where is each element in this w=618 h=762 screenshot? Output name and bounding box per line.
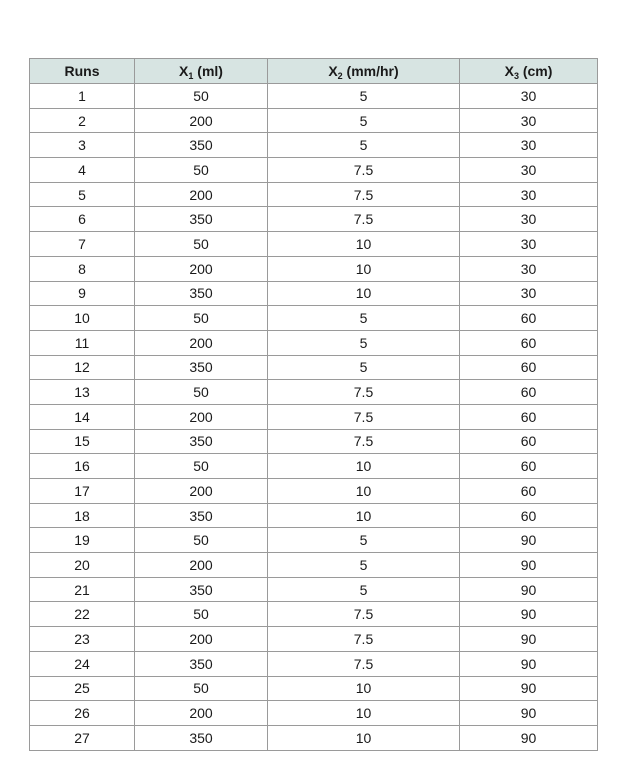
cell-x1: 350	[135, 429, 268, 454]
table-row	[30, 725, 598, 750]
cell-run: 14	[30, 404, 135, 429]
header-x1	[135, 59, 268, 84]
cell-x3: 30	[460, 133, 598, 158]
table-row	[30, 479, 598, 504]
cell-run: 1	[30, 84, 135, 109]
cell-x1: 200	[135, 479, 268, 504]
cell-x3: 60	[460, 355, 598, 380]
cell-x3: 90	[460, 553, 598, 578]
cell-run: 15	[30, 429, 135, 454]
header-x1-unit: (ml)	[193, 63, 223, 79]
header-row	[30, 59, 598, 84]
cell-x3: 90	[460, 627, 598, 652]
cell-x1: 350	[135, 725, 268, 750]
cell-x3: 60	[460, 454, 598, 479]
cell-run: 17	[30, 479, 135, 504]
cell-x1: 200	[135, 256, 268, 281]
cell-run: 3	[30, 133, 135, 158]
cell-x1: 350	[135, 503, 268, 528]
header-x1-base: X	[179, 63, 189, 79]
cell-run: 18	[30, 503, 135, 528]
cell-x3: 30	[460, 256, 598, 281]
table-row	[30, 306, 598, 331]
cell-x1: 50	[135, 380, 268, 405]
table-row	[30, 503, 598, 528]
cell-x1: 50	[135, 676, 268, 701]
cell-run: 19	[30, 528, 135, 553]
cell-run: 23	[30, 627, 135, 652]
header-x2-subscript: 2	[337, 71, 343, 81]
cell-x1: 200	[135, 108, 268, 133]
cell-x3: 90	[460, 651, 598, 676]
table-row	[30, 553, 598, 578]
cell-x1: 50	[135, 232, 268, 257]
table-row	[30, 330, 598, 355]
table-row	[30, 84, 598, 109]
cell-x1: 200	[135, 553, 268, 578]
table-row	[30, 380, 598, 405]
cell-x1: 200	[135, 182, 268, 207]
cell-x2: 7.5	[268, 158, 460, 183]
cell-x1: 350	[135, 355, 268, 380]
cell-run: 16	[30, 454, 135, 479]
cell-x2: 10	[268, 479, 460, 504]
table-row	[30, 676, 598, 701]
cell-x2: 10	[268, 281, 460, 306]
table-row	[30, 577, 598, 602]
cell-run: 12	[30, 355, 135, 380]
cell-run: 2	[30, 108, 135, 133]
cell-x1: 50	[135, 454, 268, 479]
table-row	[30, 182, 598, 207]
cell-run: 22	[30, 602, 135, 627]
cell-x1: 200	[135, 404, 268, 429]
cell-x2: 5	[268, 577, 460, 602]
runs-table	[29, 58, 598, 751]
cell-x3: 90	[460, 725, 598, 750]
cell-run: 21	[30, 577, 135, 602]
table-row	[30, 404, 598, 429]
cell-x3: 90	[460, 602, 598, 627]
table-row	[30, 651, 598, 676]
cell-x3: 30	[460, 232, 598, 257]
cell-x2: 7.5	[268, 627, 460, 652]
header-x3-unit: (cm)	[518, 63, 553, 79]
table-row	[30, 256, 598, 281]
table-row	[30, 281, 598, 306]
table-row	[30, 158, 598, 183]
cell-x3: 30	[460, 84, 598, 109]
cell-run: 26	[30, 701, 135, 726]
cell-x2: 5	[268, 553, 460, 578]
cell-x2: 10	[268, 701, 460, 726]
cell-x3: 30	[460, 108, 598, 133]
cell-x2: 10	[268, 454, 460, 479]
cell-x1: 50	[135, 602, 268, 627]
table-row	[30, 133, 598, 158]
cell-x2: 5	[268, 330, 460, 355]
cell-x2: 7.5	[268, 380, 460, 405]
table-row	[30, 454, 598, 479]
cell-x2: 5	[268, 133, 460, 158]
cell-x2: 5	[268, 306, 460, 331]
cell-run: 10	[30, 306, 135, 331]
cell-x3: 60	[460, 404, 598, 429]
cell-x1: 350	[135, 577, 268, 602]
table-row	[30, 207, 598, 232]
cell-x1: 350	[135, 207, 268, 232]
cell-x3: 30	[460, 281, 598, 306]
cell-x3: 60	[460, 380, 598, 405]
cell-x3: 60	[460, 306, 598, 331]
cell-x3: 90	[460, 701, 598, 726]
cell-x3: 90	[460, 577, 598, 602]
cell-run: 5	[30, 182, 135, 207]
header-x3-subscript: 3	[513, 71, 519, 81]
table-body	[30, 84, 598, 751]
cell-x1: 200	[135, 330, 268, 355]
cell-run: 24	[30, 651, 135, 676]
cell-x2: 10	[268, 503, 460, 528]
cell-x2: 5	[268, 355, 460, 380]
table-row	[30, 355, 598, 380]
cell-x3: 30	[460, 207, 598, 232]
cell-x2: 7.5	[268, 404, 460, 429]
table-row	[30, 627, 598, 652]
cell-x3: 60	[460, 429, 598, 454]
cell-x2: 7.5	[268, 651, 460, 676]
cell-x1: 350	[135, 133, 268, 158]
cell-x3: 60	[460, 503, 598, 528]
cell-x1: 50	[135, 158, 268, 183]
cell-x2: 10	[268, 232, 460, 257]
cell-run: 7	[30, 232, 135, 257]
table-row	[30, 108, 598, 133]
cell-x2: 7.5	[268, 602, 460, 627]
cell-x2: 10	[268, 676, 460, 701]
table-row	[30, 602, 598, 627]
cell-run: 6	[30, 207, 135, 232]
cell-x1: 200	[135, 701, 268, 726]
header-runs	[30, 59, 135, 84]
cell-x2: 7.5	[268, 182, 460, 207]
cell-x1: 50	[135, 84, 268, 109]
table-header	[30, 59, 598, 84]
cell-x2: 10	[268, 256, 460, 281]
cell-x1: 350	[135, 651, 268, 676]
cell-run: 25	[30, 676, 135, 701]
table-row	[30, 429, 598, 454]
cell-run: 4	[30, 158, 135, 183]
cell-x3: 90	[460, 528, 598, 553]
cell-x3: 60	[460, 479, 598, 504]
cell-x3: 30	[460, 182, 598, 207]
cell-run: 20	[30, 553, 135, 578]
cell-x2: 10	[268, 725, 460, 750]
cell-x2: 7.5	[268, 429, 460, 454]
cell-x1: 200	[135, 627, 268, 652]
header-x1-subscript: 1	[188, 71, 194, 81]
cell-run: 11	[30, 330, 135, 355]
table-row	[30, 528, 598, 553]
table-row	[30, 232, 598, 257]
cell-run: 9	[30, 281, 135, 306]
cell-x3: 60	[460, 330, 598, 355]
header-x2	[268, 59, 460, 84]
cell-run: 13	[30, 380, 135, 405]
cell-x2: 7.5	[268, 207, 460, 232]
cell-x2: 5	[268, 84, 460, 109]
table-row	[30, 701, 598, 726]
cell-x3: 90	[460, 676, 598, 701]
cell-run: 27	[30, 725, 135, 750]
cell-x3: 30	[460, 158, 598, 183]
header-x2-unit: (mm/hr)	[342, 63, 399, 79]
cell-run: 8	[30, 256, 135, 281]
header-x3-base: X	[504, 63, 514, 79]
header-x3	[460, 59, 598, 84]
cell-x2: 5	[268, 108, 460, 133]
cell-x1: 50	[135, 306, 268, 331]
cell-x2: 5	[268, 528, 460, 553]
header-x2-base: X	[328, 63, 338, 79]
cell-x1: 50	[135, 528, 268, 553]
cell-x1: 350	[135, 281, 268, 306]
header-runs-label: Runs	[64, 63, 100, 79]
